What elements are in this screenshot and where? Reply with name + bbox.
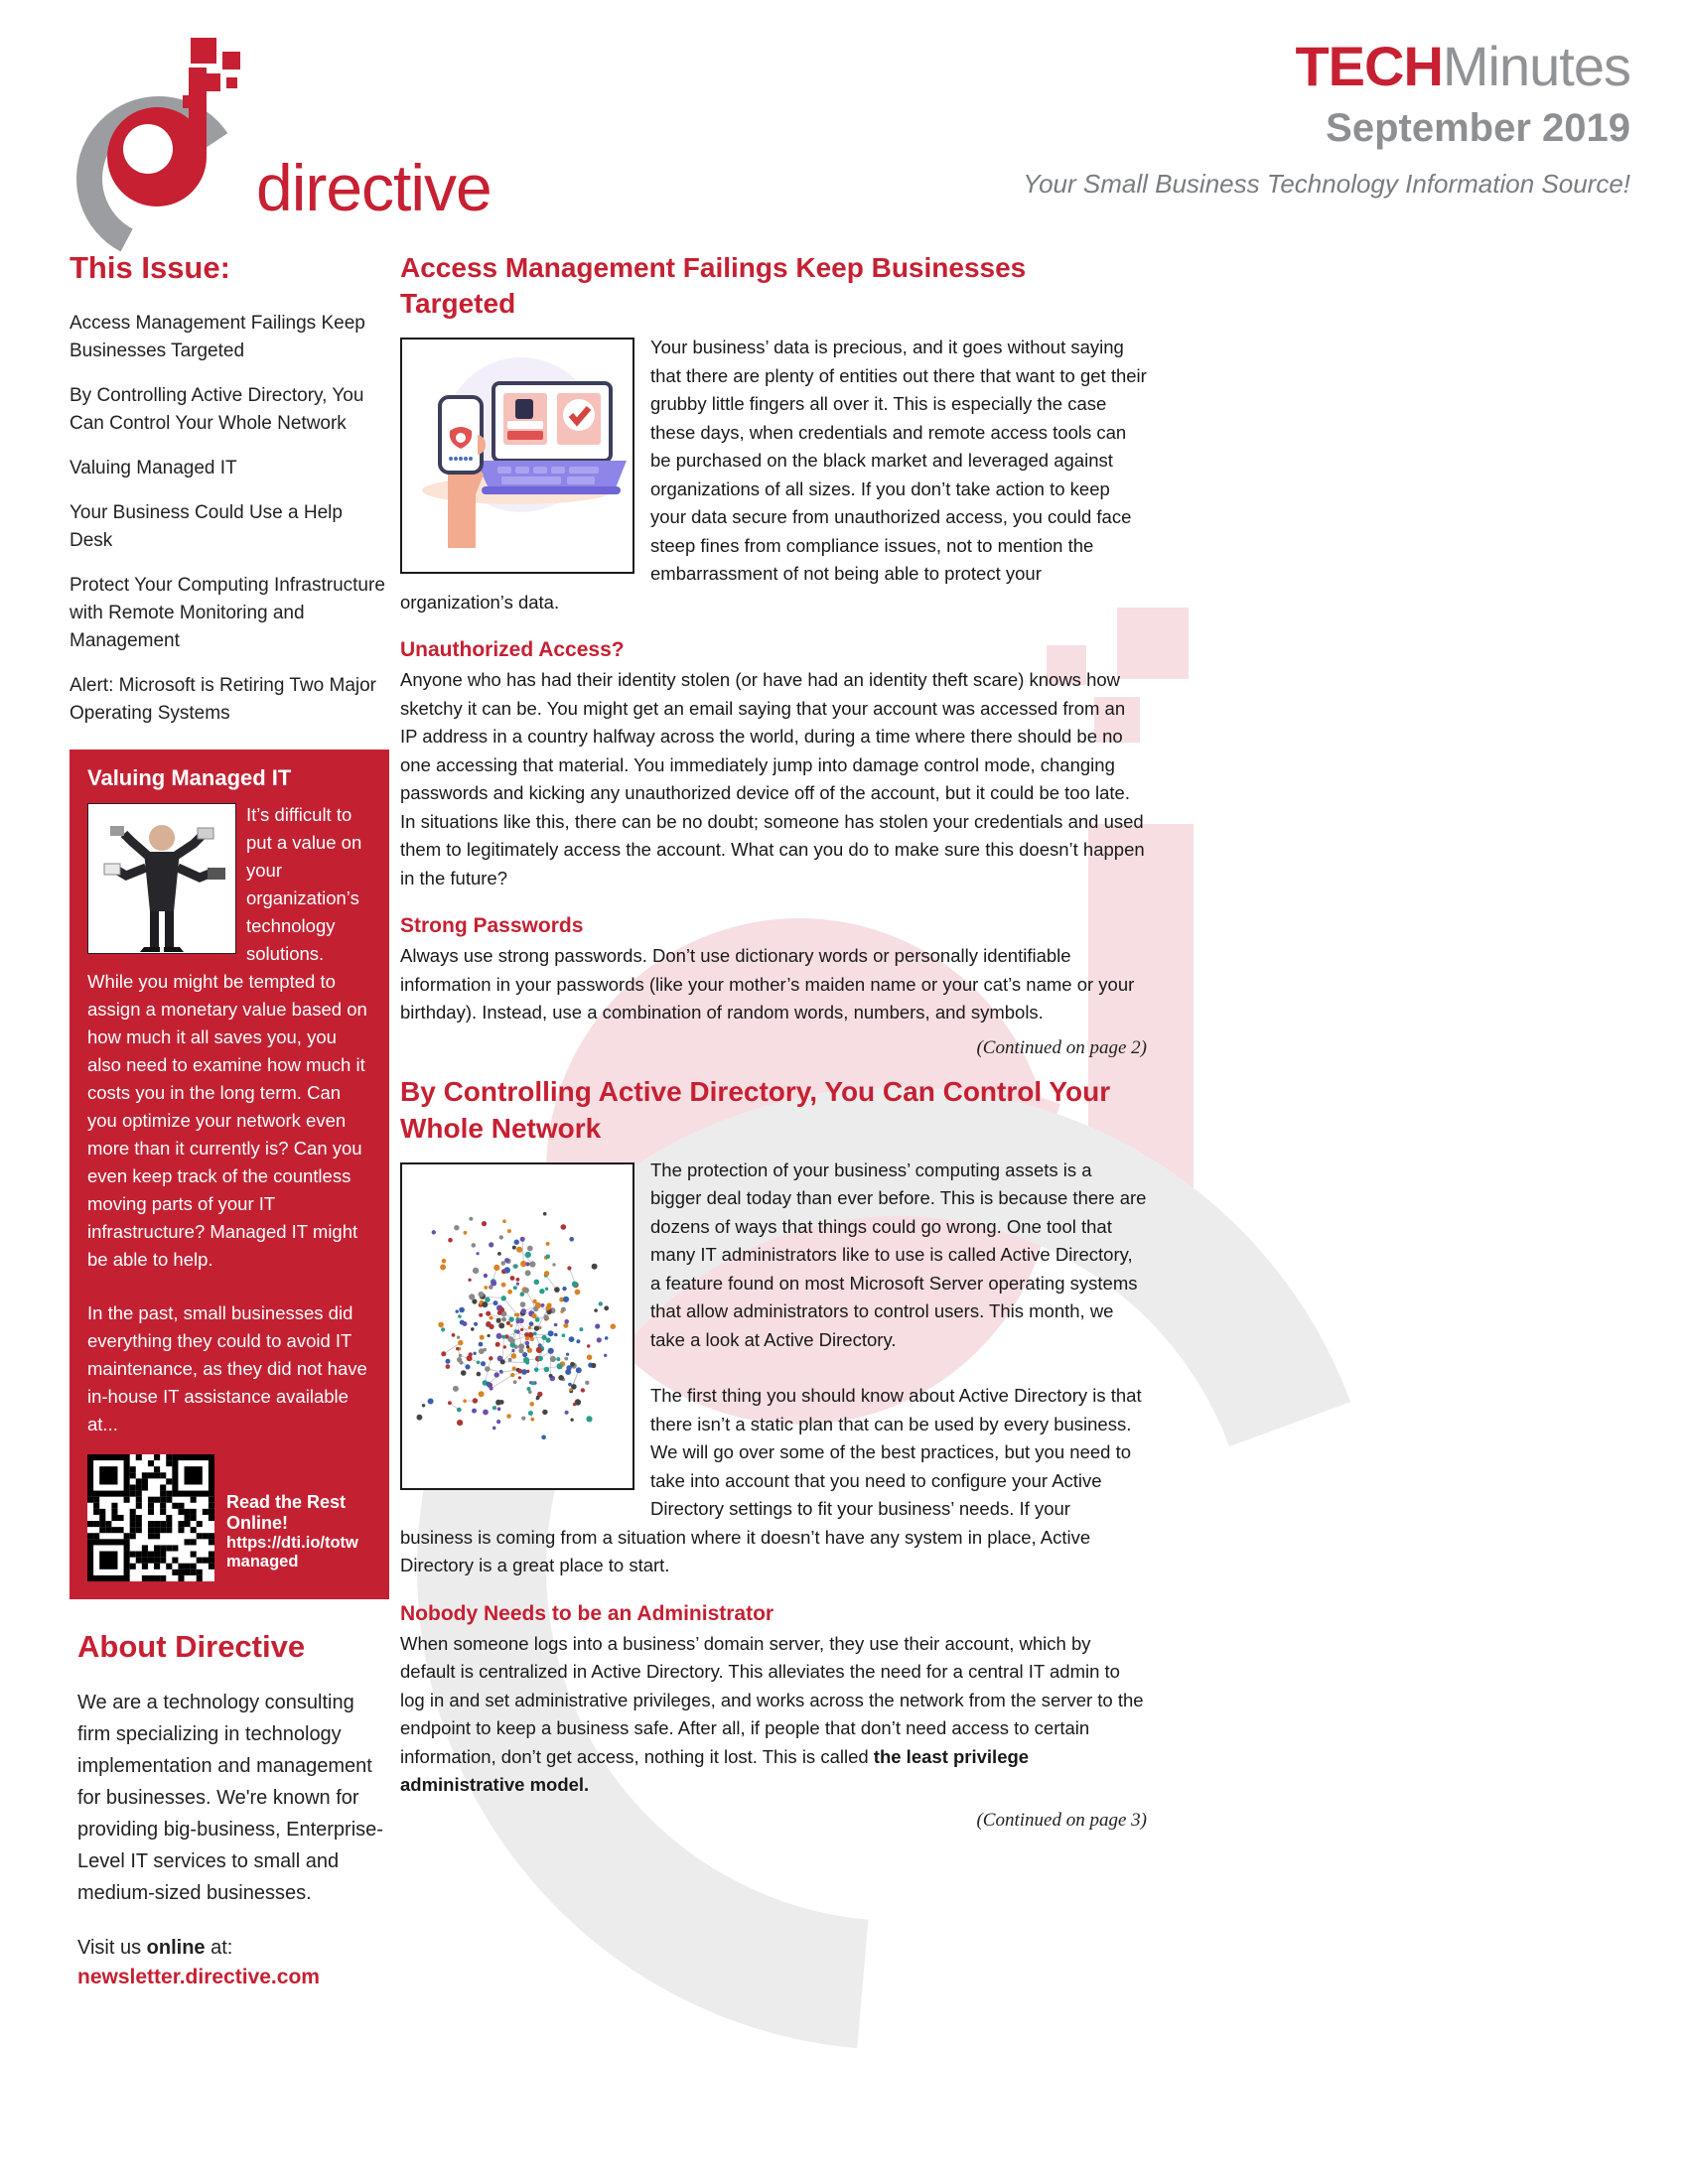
article2-admin-body-text: When someone logs into a business’ domain server, they use their account, which by default is centralized in Active Directory. This alleviates the need for a central IT admin to log in and set administrative privileges, and works across the network from the server to the endpoint to keep a business safe. After all, if people that don’t need access to certain information, don’t get access, nothing it lost. This is called [400,1632,1144,1767]
article1-intro: Your business’ data is precious, and it goes without saying that there are plenty of entities out there that want to get their grubby little fingers all over it. This is especially the case these days, when credentials and remote access tools can be purchased on the black market and leveraged against organizations of all sizes. If you don’t take action to keep your data secure from unauthorized access, you could face steep fines from compliance issues, not to mention the embarrassment of not being able to protect your organization’s data. [400,337,1147,613]
masthead-minutes: Minutes [1442,35,1630,97]
feature-box-title: Valuing Managed IT [87,765,292,790]
article2-admin-body [400,1630,1147,1800]
this-issue-title: This Issue: [70,250,230,285]
sidebar [70,250,389,1992]
about-section [70,1629,389,1992]
article2-continued-note: (Continued on page 3) [976,1809,1147,1831]
feature-box-body [87,801,371,1274]
masthead [1023,34,1630,200]
tagline: Your Small Business Technology Information Source! [1023,169,1630,199]
about-body: We are a technology consulting firm specializing in technology implementation and management for businesses. We're known for providing big-business, Enterprise-Level IT services to small and medium-sized businesses. [77,1692,383,1904]
valuing-managed-it-box [70,750,389,1599]
toc-item-help-desk: Your Business Could Use a Help Desk [70,502,343,551]
visit-bold: online [146,1937,206,1959]
issue-date: September 2019 [1326,106,1630,150]
article1-continued-note: (Continued on page 2) [976,1036,1147,1058]
qr-labels [226,1492,371,1571]
article2-admin-body-bold: the least privilege administrative model. [400,1745,1030,1795]
article2-intro-p2: The first thing you should know about Active Directory is that there isn’t a static plan that can be used by every business. We will go over some of the best practices, but you need to take into account that you need to configure your Active Directory settings to fit your business’ needs. If your business is coming from a situation where it doesn’t have any system in place, Active Directory is a great place to start. [400,1385,1142,1575]
toc-item-microsoft-retiring: Alert: Microsoft is Retiring Two Major Operating Systems [70,675,377,724]
toc-item-active-directory: By Controlling Active Directory, You Can Control Your Whole Network [70,385,364,434]
qr-cta-label: Read the Rest Online! [226,1492,347,1533]
article1-passwords-body: Always use strong passwords. Don’t use dictionary words or personally identifiable information in your passwords (like your mother’s maiden name or your cat’s name or your birthday). Instead, use a combination of random words, numbers, and symbols. [400,945,1135,1023]
article1-subhead-passwords: Strong Passwords [400,914,584,937]
directive-logo-mark [71,30,250,253]
about-title: About Directive [77,1629,306,1664]
main-column [400,250,1147,1832]
visit-prefix: Visit us [77,1937,147,1959]
article2-headline: By Controlling Active Directory, You Can Control Your Whole Network [400,1075,1111,1144]
visit-line [77,1933,389,1992]
security-illustration [400,338,634,574]
feature-box-paragraph-2: In the past, small businesses did everything they could to avoid IT maintenance, as they did not have in-house IT assistance available at... [87,1302,367,1434]
qr-row [87,1454,371,1581]
article2-intro-p1: The protection of your business’ computing assets is a bigger deal today than ever before. This is because there are dozens of ways that things could go wrong. One tool that many IT administrators like to use is called Active Directory, a feature found on most Microsoft Server operating systems that allow administrators to control users. This month, we take a look at Active Directory. [650,1159,1147,1350]
toc-item-valuing-managed-it: Valuing Managed IT [70,458,237,478]
directive-logo [71,30,492,253]
article1-unauthorized-body: Anyone who has had their identity stolen (or have had an identity theft scare) knows how sketchy it can be. You might get an email saying that your account was accessed from an IP address in a country halfway across the world, during a time where there should be no one accessing that material. You immediately jump into damage control mode, changing passwords and kicking any unauthorized device off of the account, but it could be too late. In situations like this, there can be no doubt; someone has stolen your credentials and used them to legitimately access the account. What can you do to make sure this doesn’t happen in the future? [400,669,1145,888]
newsletter-url-link[interactable]: newsletter.directive.com [77,1966,320,1988]
toc-item-access-management: Access Management Failings Keep Businesses Targeted [70,313,365,361]
article1-headline: Access Management Failings Keep Businesses Targeted [400,252,1027,319]
qr-url-link[interactable]: https://dti.io/totwmanaged [226,1534,358,1570]
article1-subhead-unauthorized: Unauthorized Access? [400,638,625,661]
visit-suffix: at: [205,1937,233,1959]
network-graph-image [400,1162,634,1490]
masthead-tech: TECH [1295,35,1443,97]
brand-name: directive [256,151,492,224]
toc-item-remote-monitoring: Protect Your Computing Infrastructure with Remote Monitoring and Management [70,575,385,651]
feature-box-paragraph-1: It’s difficult to put a value on your organization’s technology solutions. While you might be tempted to assign a monetary value based on how much it all saves you, you also need to examine how much it costs you in the long term. Can you optimize your network even more than it currently is? Can you even keep track of the countless moving parts of your IT infrastructure? Managed IT might be able to help. [87,804,367,1270]
article2-subhead-administrator: Nobody Needs to be an Administrator [400,1601,774,1625]
qr-code [87,1454,214,1581]
masthead-title [1023,34,1630,98]
multitasking-businessman-image [87,803,236,954]
